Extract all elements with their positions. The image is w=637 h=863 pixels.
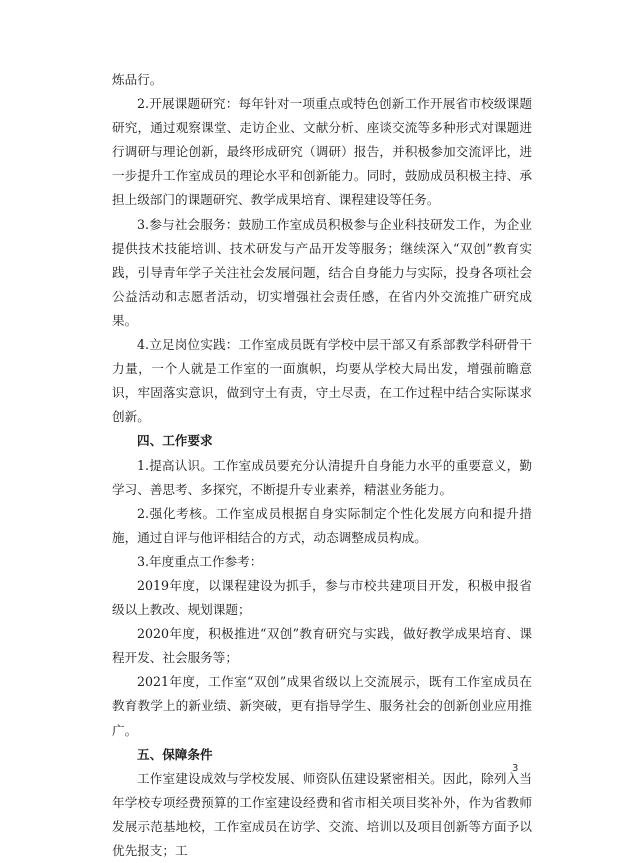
paragraph-item-research: 2.开展课题研究：每年针对一项重点或特色创新工作开展省市校级课题研究，通过观察课堂、走访企业、文献分析、座谈交流等多种形式对课题进行调研与理论创新，最终形成研究（调研）报告，并积极参加交流评比，进一步提升工作室成员的理论水平和创新能力。同时，鼓励成员积极主持、承担上级部门的课题研究、教学成果培育、课程建设等任务。 [112,96,532,208]
paragraph-continuation: 炼品行。 [112,72,163,87]
paragraph-year-2019: 2019年度，以课程建设为抓手，参与市校共建项目开发，积极申报省级以上教改、规划课题； [112,577,532,618]
paragraph-item-awareness: 1.提高认识。工作室成员要充分认清提升自身能力水平的重要意义，勤学习、善思考、多探究，不断提升专业素养，精湛业务能力。 [112,457,532,497]
document-body [112,68,532,863]
paragraph-item-social-service: 3.参与社会服务：鼓励工作室成员积极参与企业科技研发工作，为企业提供技术技能培训、技术研发与产品开发等服务；继续深入“双创”教育实践，引导青年学子关注社会发展问题，结合自身能力与实际，投身各项社会公益活动和志愿者活动，切实增强社会责任感，在省内外交流推广研究成果。 [112,216,532,328]
paragraph-year-2020: 2020年度，积极推进“双创”教育研究与实践，做好教学成果培育、课程开发、社会服务等； [112,626,532,666]
paragraph-item-annual-focus: 3.年度重点工作参考： [137,553,263,569]
paragraph-item-practice: 4.立足岗位实践：工作室成员既有学校中层干部又有系部教学科研骨干力量，一个人就是工作室的一面旗帜，均要从学校大局出发，增强前瞻意识，牢固落实意识，做到守土有责，守土尽责，在工作过程中结合实际谋求创新。 [112,337,532,425]
section-heading-support: 五、保障条件 [137,746,213,762]
paragraph-support-funding: 工作室建设成效与学校发展、师资队伍建设紧密相关。因此，除列入当年学校专项经费预算的工作室建设经费和省市相关项目奖补外，作为省教师发展示范基地校，工作室成员在访学、交流、培训以及项目创新等方面予以优先报支；工 [112,770,532,858]
section-heading-requirements: 四、工作要求 [137,433,213,449]
paragraph-year-2021: 2021年度，工作室“双创”成果省级以上交流展示，既有工作室成员在教育教学上的新业绩、新突破，更有指导学生、服务社会的创新创业应用推广。 [112,674,532,738]
page-number: 3 [512,763,519,774]
paragraph-item-assessment: 2.强化考核。工作室成员根据自身实际制定个性化发展方向和提升措施，通过自评与他评相结合的方式，动态调整成员构成。 [112,505,532,545]
